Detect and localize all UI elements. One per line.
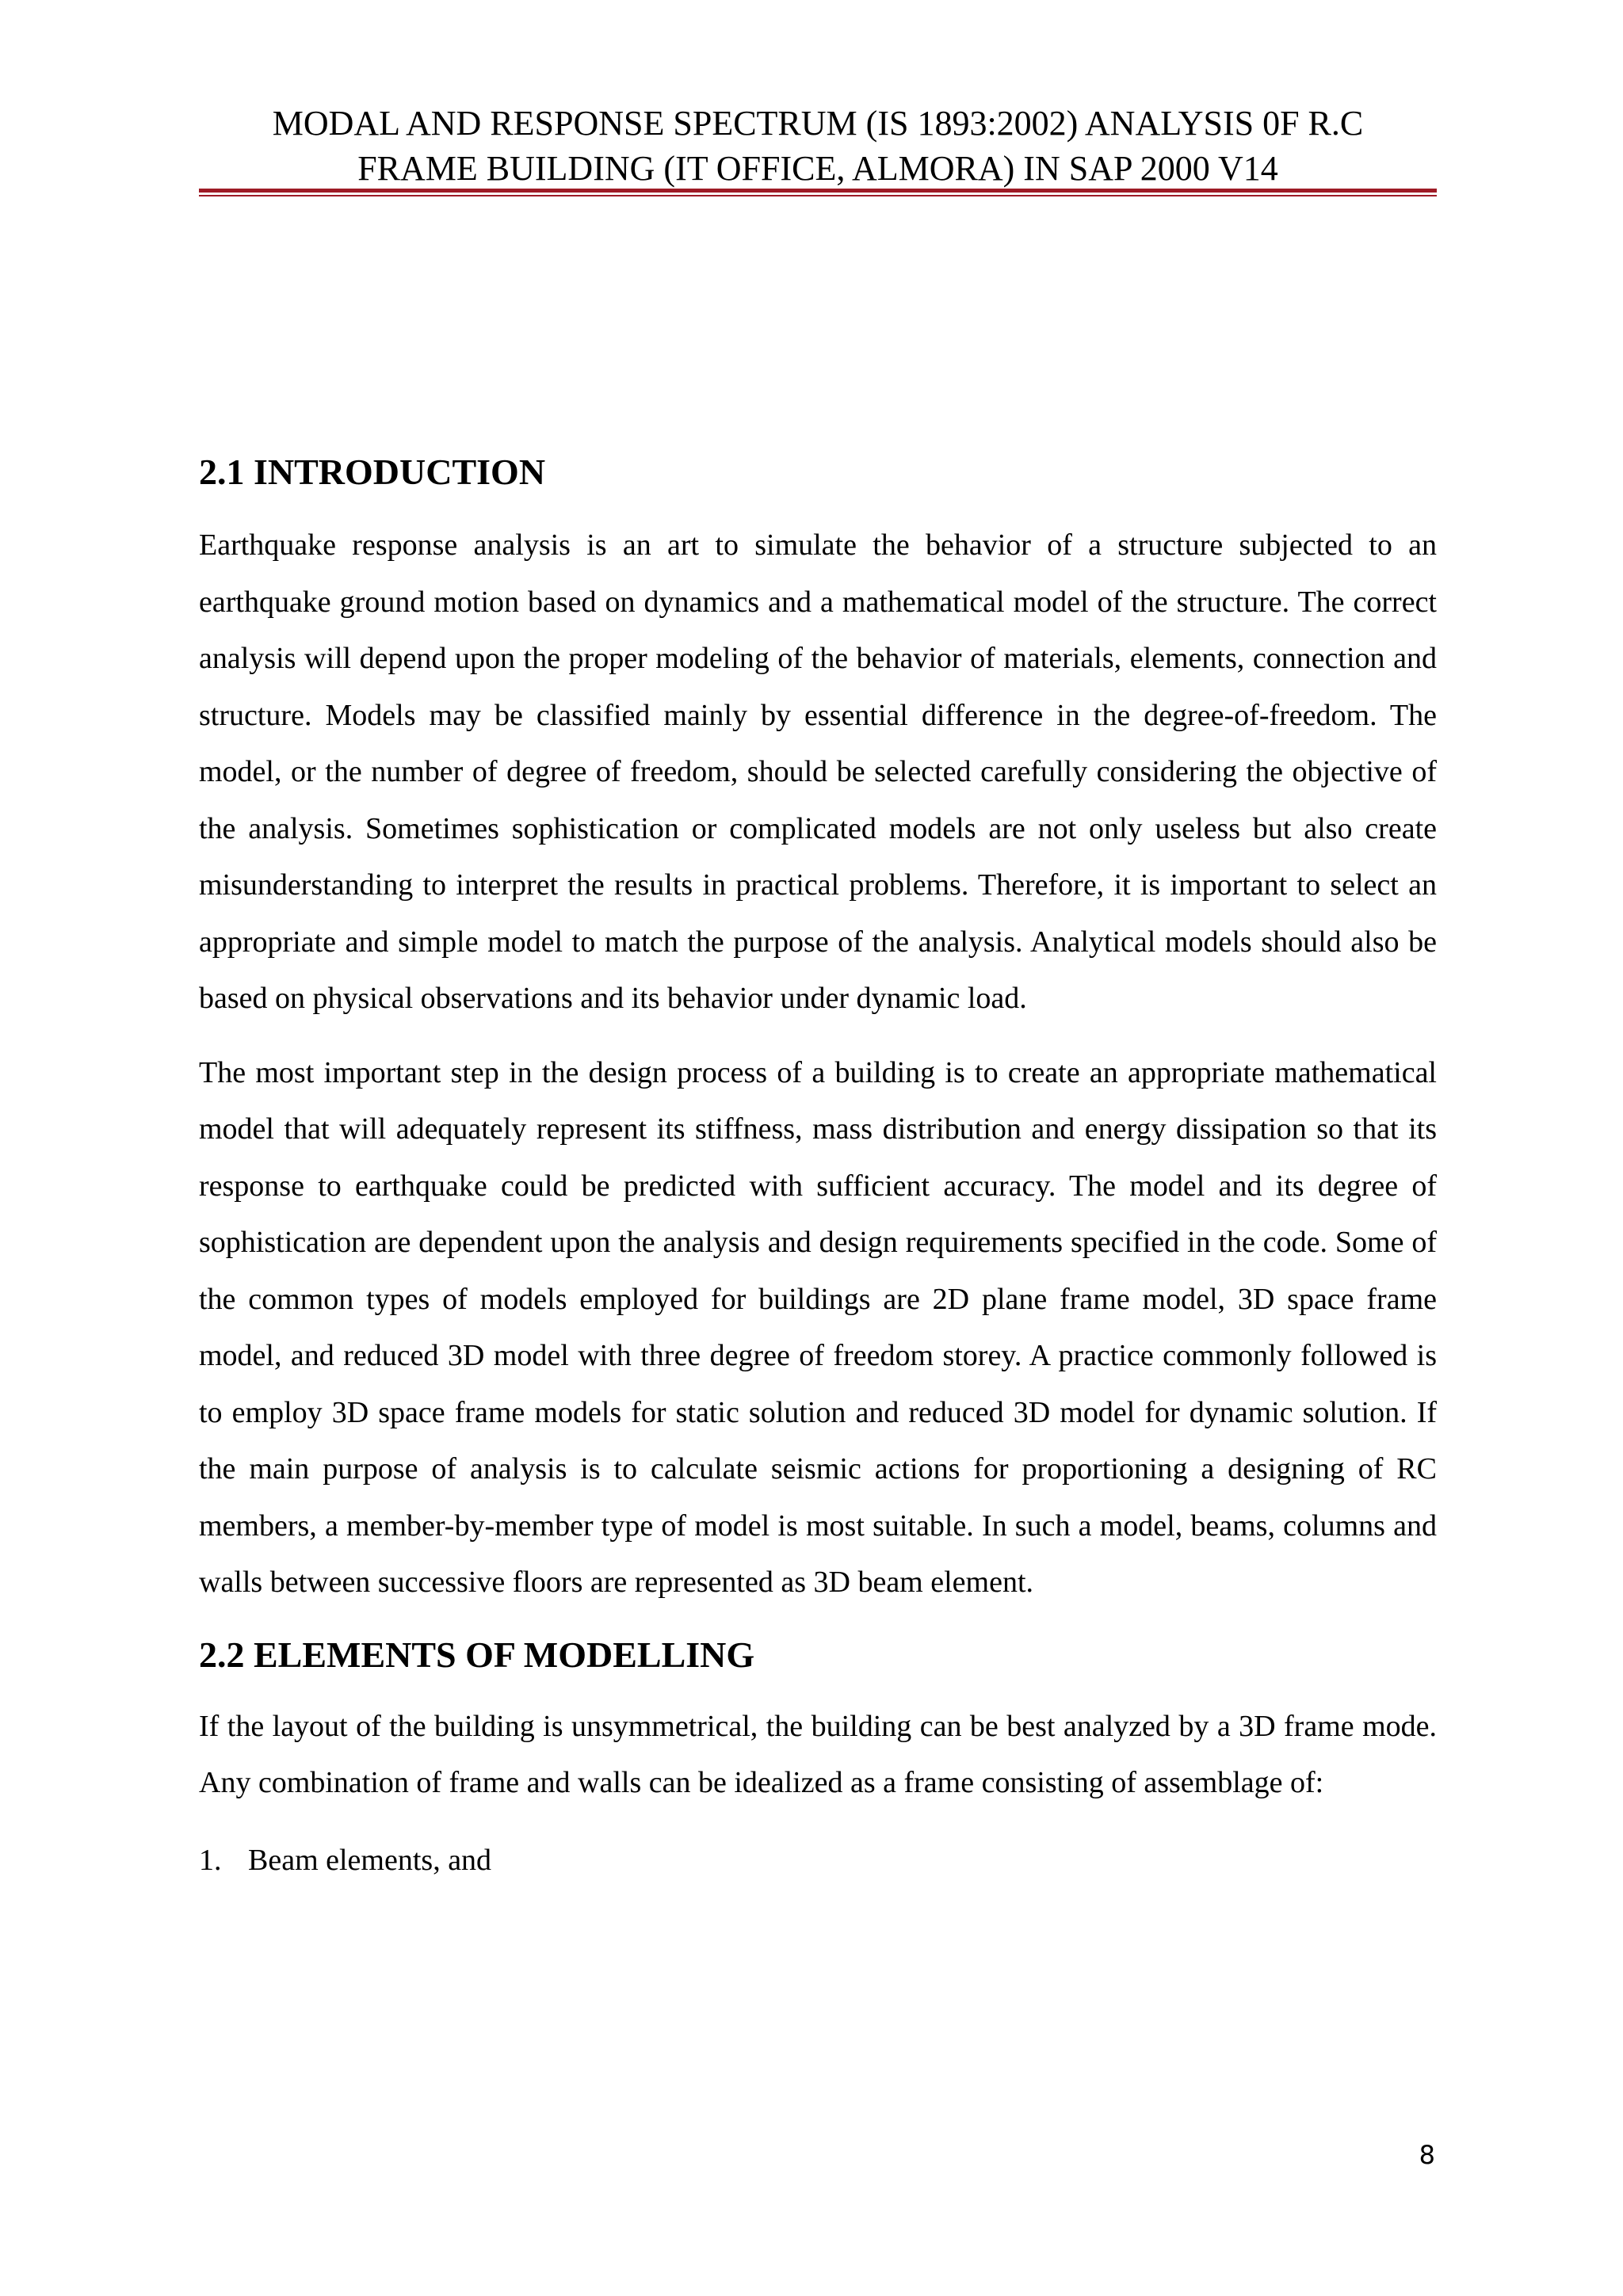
running-header	[199, 101, 1437, 191]
list-item-number: 1.	[199, 1843, 222, 1877]
section-heading-elements-of-modelling: 2.2 ELEMENTS OF MODELLING	[199, 1634, 755, 1675]
main-content	[199, 440, 1437, 1889]
header-rule-thin	[199, 195, 1437, 196]
list-item	[199, 1833, 1437, 1890]
list-item-text: Beam elements, and	[248, 1843, 492, 1877]
paragraph-elements-of-modelling: If the layout of the building is unsymmetrical, the building can be best analyzed by a 3D frame mode. Any combination of frame and walls can be idealized as a frame consisting of assemblage of:	[199, 1709, 1437, 1799]
page-number: 8	[1419, 2140, 1435, 2170]
paragraph-introduction-2: The most important step in the design process of a building is to create an appropriate mathematical model that will adequately represent its stiffness, mass distribution and energy dissipation so that its response to earthquake could be predicted with sufficient accuracy. The model and its degree of sophistication are dependent upon the analysis and design requirements specified in the code. Some of the common types of models employed for buildings are 2D plane frame model, 3D space frame model, and reduced 3D model with three degree of freedom storey. A practice commonly followed is to employ 3D space frame models for static solution and reduced 3D model for dynamic solution. If the main purpose of analysis is to calculate seismic actions for proportioning a designing of RC members, a member-by-member type of model is most suitable. In such a model, beams, columns and walls between successive floors are represented as 3D beam element.	[199, 1055, 1437, 1599]
header-rule-thick	[199, 189, 1437, 193]
header-rule	[199, 189, 1437, 194]
paragraph-introduction-1: Earthquake response analysis is an art to simulate the behavior of a structure subjected to an earthquake ground motion based on dynamics and a mathematical model of the structure. The correct analysis will depend upon the proper modeling of the behavior of materials, elements, connection and structure. Models may be classified mainly by essential difference in the degree-of-freedom. The model, or the number of degree of freedom, should be selected carefully considering the objective of the analysis. Sometimes sophistication or complicated models are not only useless but also create misunderstanding to interpret the results in practical problems. Therefore, it is important to select an appropriate and simple model to match the purpose of the analysis. Analytical models should also be based on physical observations and its behavior under dynamic load.	[199, 528, 1437, 1015]
header-line-2: FRAME BUILDING (IT OFFICE, ALMORA) IN SAP 2000 V14	[357, 149, 1278, 188]
header-line-1: MODAL AND RESPONSE SPECTRUM (IS 1893:2002) ANALYSIS 0F R.C	[272, 104, 1364, 143]
numbered-list	[199, 1833, 1437, 1890]
section-heading-introduction: 2.1 INTRODUCTION	[199, 452, 546, 492]
